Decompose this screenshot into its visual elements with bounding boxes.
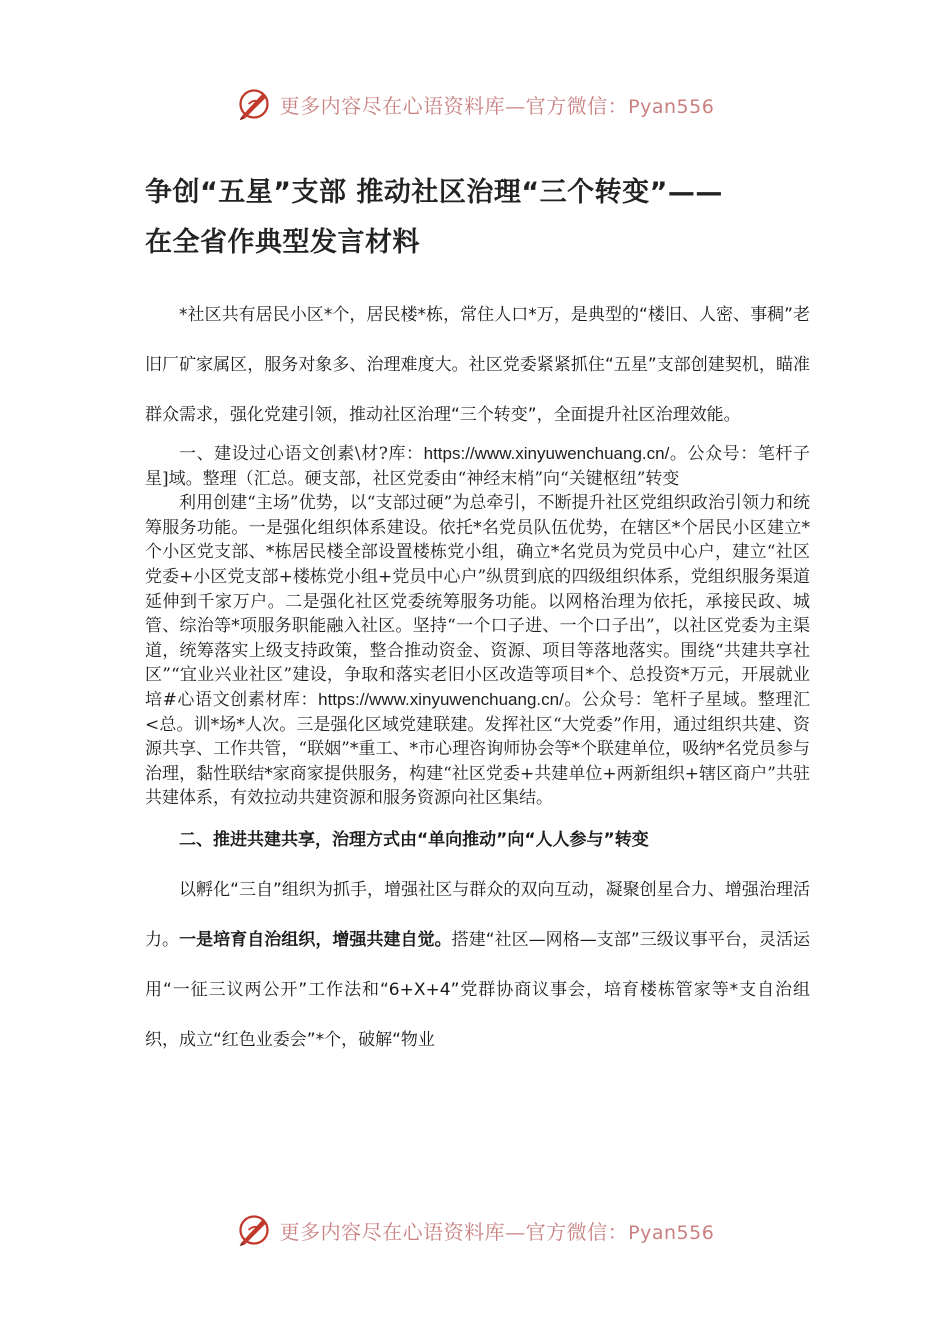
section1-body: 利用创建“主场”优势，以“支部过硬”为总牵引，不断提升社区党组织政治引领力和统筹服务功能。一是强化组织体系建设。依托*名党员队伍优势，在辖区*个居民小区建立*个小区党支部、*栋居民楼全部设置楼栋党小组，确立*名党员为党员中心户，建立“社区党委+小区党支部+楼栋党小组+党员中心户”纵贯到底的四级组织体系，党组织服务渠道延伸到千家万户。二是强化社区党委统筹服务功能。以网格治理为依托，承接民政、城管、综治等*项服务职能融入社区。坚持“一个口子进、一个口子出”，以社区党委为主渠道，统筹落实上级支持政策，整合推动资金、资源、项目等落地落实。围绕“共建共享社区”“宜业兴业社区”建设，争取和落实老旧小区改造等项目*个、总投资*万元，开展就业培#心语文创素材库：https://www.xinyuwenchuang.cn/。公众号：笔杆子星域。整理汇<总。训*场*人次。三是强化区域党建联建。发挥社区“大党委”作用，通过组织共建、资源共享、工作共管，“联姻”*重工、*市心理咨询师协会等*个联建单位，吸纳*名党员参与治理，黏性联结*家商家提供服务，构建“社区党委+共建单位+两新组织+辖区商户”共驻共建体系，有效拉动共建资源和服务资源向社区集结。 [145,493,810,809]
pen-logo-icon [236,1212,272,1248]
section1-url-b: https://www.xinyuwenchuang.cn/ [318,689,564,709]
document-body [145,168,810,1065]
section2-bold-phrase: 一是培育自治组织，增强共建自觉。 [179,929,452,950]
wechat-id: Pyan556 [628,95,715,118]
footer-banner [0,1210,950,1250]
title-line-1: 争创“五星”支部 推动社区治理“三个转变”—— [145,177,723,208]
section1-heading: 一、建设过心语文创素\材?库：https://www.xinyuwenchuang.cn/。公众号：笔杆子星]域。整理（汇总。硬支部，社区党委由“神经末梢”向“关键枢纽”转变 [145,444,810,489]
banner-text: 更多内容尽在心语资料库—官方微信：Pyan556 [279,1219,715,1244]
title-line-2: 在全省作典型发言材料 [145,227,420,258]
document-title [145,168,810,268]
intro-paragraph: *社区共有居民小区*个，居民楼*栋，常住人口*万，是典型的“楼旧、人密、事稠”老旧厂矿家属区，服务对象多、治理难度大。社区党委紧紧抓住“五星”支部创建契机，瞄准群众需求，强化党建引领，推动社区治理“三个转变”，全面提升社区治理效能。 [145,305,810,425]
pen-logo-icon [236,86,272,122]
header-banner [0,84,950,124]
wechat-id: Pyan556 [628,1221,715,1244]
section2-body: 以孵化“三自”组织为抓手，增强社区与群众的双向互动，凝聚创星合力、增强治理活力。一是培育自治组织，增强共建自觉。搭建“社区—网格—支部”三级议事平台，灵活运用“一征三议两公开”工作法和“6+X+4”党群协商议事会，培育楼栋管家等*支自治组织，成立“红色业委会”*个，破解“物业 [145,879,811,1050]
section2-heading: 二、推进共建共享，治理方式由“单向推动”向“人人参与”转变 [179,829,649,850]
banner-text: 更多内容尽在心语资料库—官方微信：Pyan556 [279,93,715,118]
section1-url-a: https://www.xinyuwenchuang.cn/ [423,444,670,463]
